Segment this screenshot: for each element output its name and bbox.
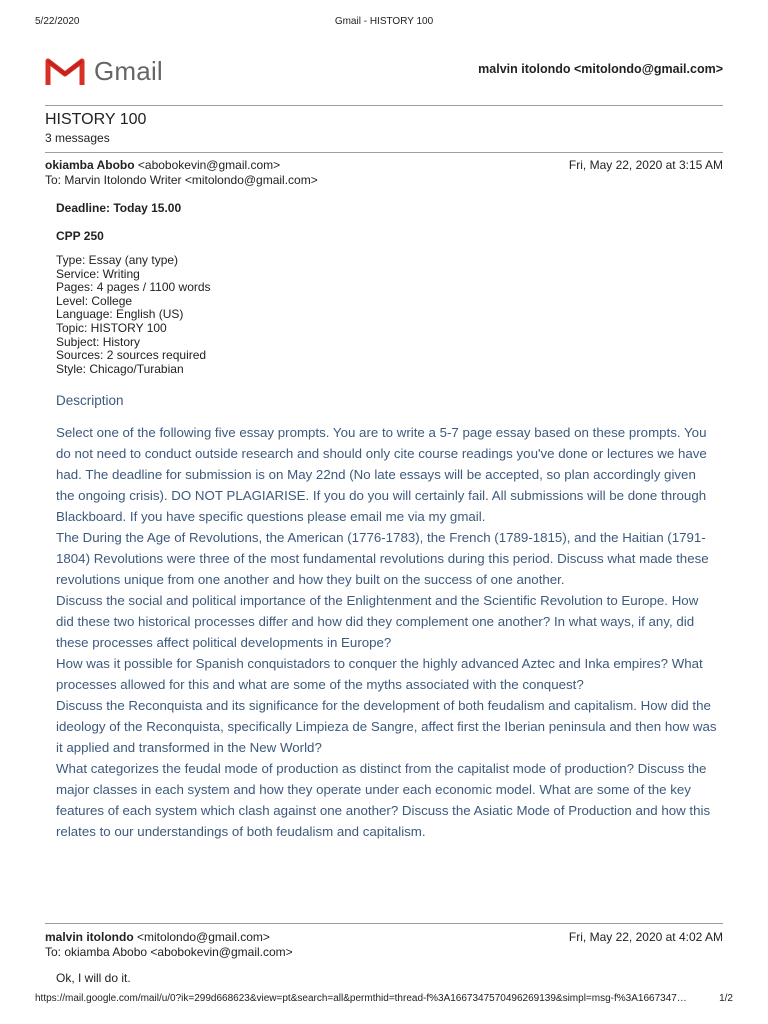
spec-line: Style: Chicago/Turabian — [56, 361, 184, 376]
spec-line: Language: English (US) — [56, 307, 184, 322]
spec-line: Type: Essay (any type) — [56, 253, 179, 267]
spec-line: Pages: 4 pages / 1100 words — [56, 280, 211, 295]
spec-line: Service: Writing — [56, 266, 140, 281]
divider — [45, 105, 723, 106]
message-header — [45, 930, 723, 959]
order-specs — [56, 254, 716, 376]
gmail-logo — [45, 55, 163, 87]
gmail-wordmark: Gmail — [94, 55, 163, 86]
print-url: https://mail.google.com/mail/u/0?ik=299d668623&view=pt&search=all&permthid=thread-f%3A1667347570496269139&simpl=msg-f%3A1667347… — [35, 993, 687, 1004]
description-paragraph: Discuss the Reconquista and its significance for the development of both feudalism and capitalism. How did the ideology of the Reconquista, specifically Limpieza de Sangre, affect first the Iberian peninsula and then how was it applied and transformed in the New World? — [56, 698, 717, 755]
spec-line: Level: College — [56, 293, 133, 308]
description — [56, 422, 718, 842]
message-header — [45, 158, 723, 187]
message-body — [56, 201, 716, 376]
description-paragraph: How was it possible for Spanish conquistadors to conquer the highly advanced Aztec and Inka empires? What processes allowed for this and what are some of the myths associated with the conquest? — [56, 656, 703, 692]
message-to: To: okiamba Abobo <abobokevin@gmail.com> — [45, 945, 293, 959]
print-title: Gmail - HISTORY 100 — [334, 16, 434, 27]
print-header — [0, 16, 768, 30]
message-date: Fri, May 22, 2020 at 3:15 AM — [568, 158, 723, 172]
print-footer — [0, 993, 768, 1007]
spec-line: Sources: 2 sources required — [56, 348, 207, 363]
gmail-envelope-icon — [45, 56, 85, 86]
description-paragraph: Discuss the social and political importance of the Enlightenment and the Scientific Revolution to Europe. How did these two historical processes differ and how did they complement one another? In what ways, if any, did these processes affect political developments in Europe? — [56, 593, 699, 650]
description-heading: Description — [56, 393, 124, 408]
message-to: To: Marvin Itolondo Writer <mitolondo@gmail.com> — [45, 173, 318, 187]
page-number: 1/2 — [719, 993, 733, 1004]
message-count: 3 messages — [45, 131, 110, 145]
description-paragraph: The During the Age of Revolutions, the American (1776-1783), the French (1789-1815), and the Haitian (1791-1804) Revolutions were three of the most fundamental revolutions during this period. Discuss what made these revolutions unique from one another and how they built on the success of one another. — [56, 530, 709, 587]
description-paragraph: Select one of the following five essay prompts. You are to write a 5-7 page essay based on these prompts. You do not need to conduct outside research and should only cite course readings you've done or lectures we have had. The deadline for submission is on May 22nd (No late essays will be accepted, so plan accordingly given the ongoing crisis). DO NOT PLAGIARISE. If you do you will certainly fail. All submissions will be done through Blackboard. If you have specific questions please email me via my gmail. — [56, 425, 707, 524]
message-date: Fri, May 22, 2020 at 4:02 AM — [568, 930, 723, 944]
course-code: CPP 250 — [56, 229, 104, 243]
account-name: malvin itolondo <mitolondo@gmail.com> — [478, 62, 723, 76]
description-paragraph: What categorizes the feudal mode of production as distinct from the capitalist mode of production? Discuss the major classes in each system and how they operate under each economic model. What are some of the key features of each system which clash against one another? Discuss the Asiatic Mode of Production and how this relates to our understandings of both feudalism and capitalism. — [56, 761, 711, 839]
spec-line: Topic: HISTORY 100 — [56, 320, 167, 335]
reply-body: Ok, I will do it. — [56, 971, 131, 985]
sender-name: malvin itolondo — [45, 930, 134, 944]
spec-line: Subject: History — [56, 334, 141, 349]
divider — [45, 152, 723, 153]
sender-email: <mitolondo@gmail.com> — [137, 930, 270, 944]
divider — [45, 923, 723, 924]
sender-name: okiamba Abobo — [45, 158, 135, 172]
print-date: 5/22/2020 — [35, 16, 80, 27]
sender-email: <abobokevin@gmail.com> — [137, 158, 281, 172]
thread-subject: HISTORY 100 — [45, 111, 147, 128]
deadline: Deadline: Today 15.00 — [56, 201, 182, 215]
